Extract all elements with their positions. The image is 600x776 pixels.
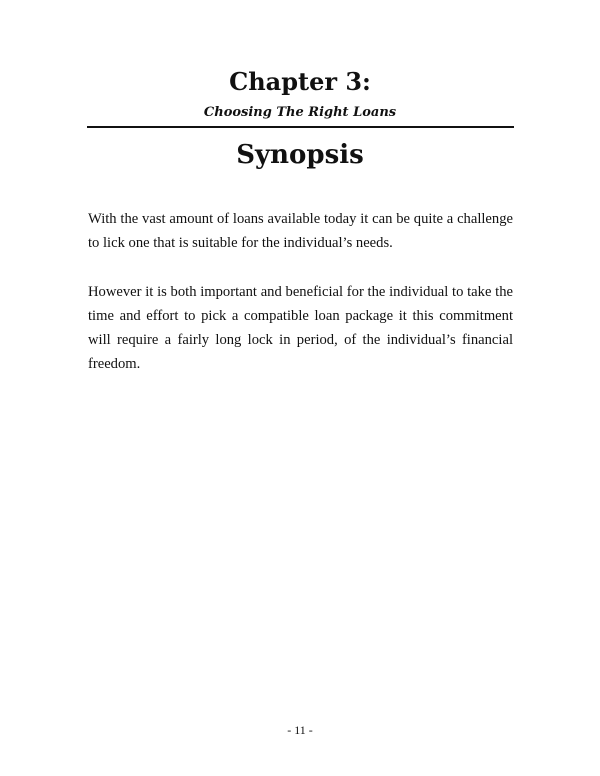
body-paragraph: With the vast amount of loans available today it can be quite a challenge to lick one that is suitable for the individual’s needs. <box>88 211 513 251</box>
chapter-title: Chapter 3: <box>229 67 371 96</box>
chapter-subtitle: Choosing The Right Loans <box>203 105 397 120</box>
title-divider <box>87 126 514 128</box>
body-paragraph: However it is both important and beneficial for the individual to take the time and effort to pick a compatible loan package it this commitment will require a fairly long lock in period, of the individual’s financial freedom. <box>88 284 513 372</box>
section-heading: Synopsis <box>236 140 364 170</box>
page-number: - 11 - <box>287 723 313 737</box>
